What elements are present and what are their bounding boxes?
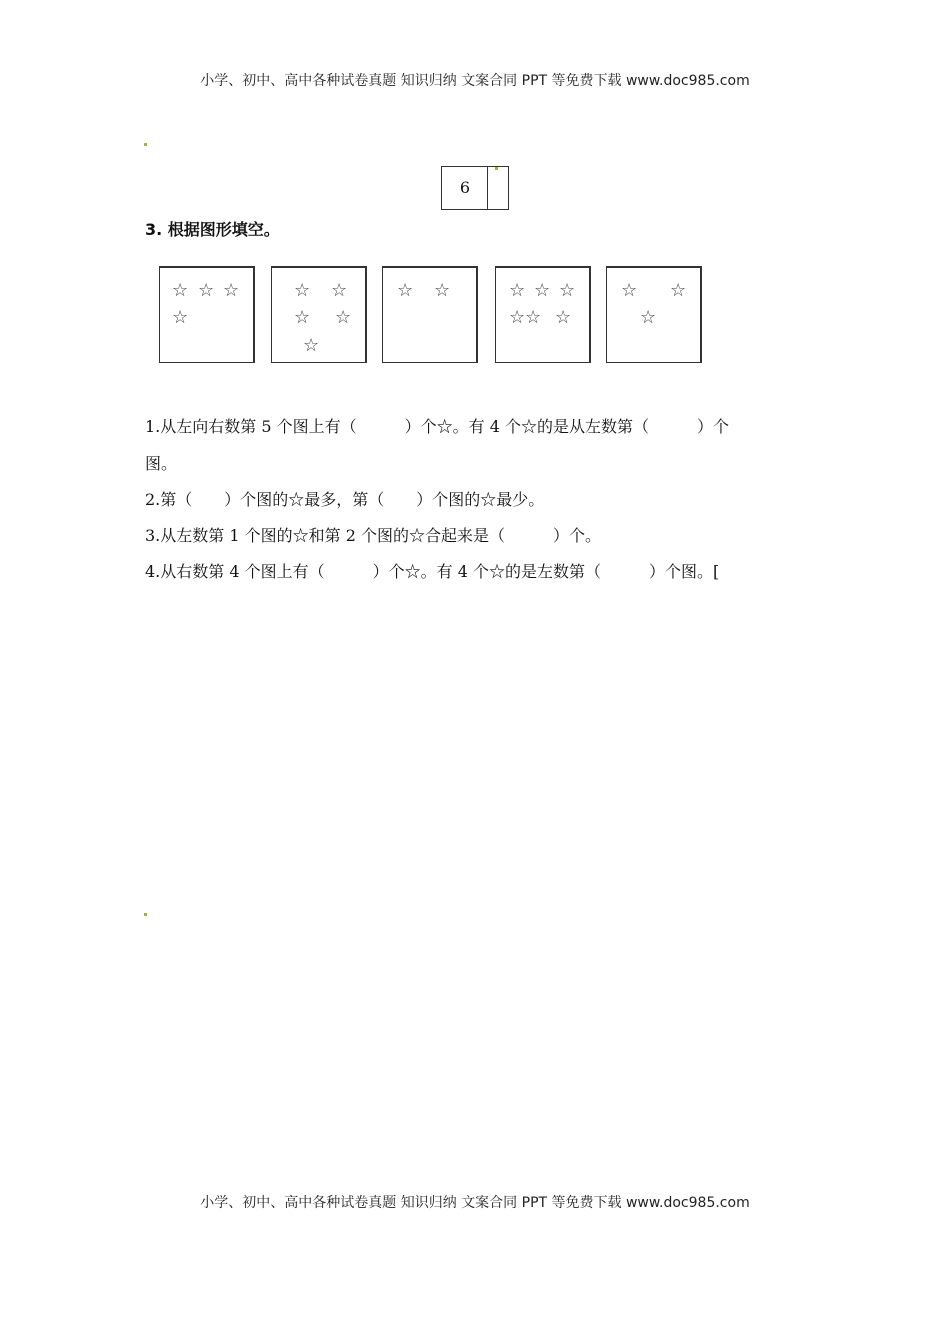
star-figure-4 (495, 266, 591, 363)
question-2: 2.第（ ）个图的☆最多，第（ ）个图的☆最少。 (145, 490, 545, 509)
star-icon: ☆ (640, 307, 657, 328)
star-icon: ☆ (525, 307, 542, 328)
star-icon: ☆ (303, 335, 320, 356)
marker-dot (144, 143, 147, 146)
question-1-line-2: 图。 (145, 454, 178, 473)
star-icon: ☆ (294, 307, 311, 328)
star-figure-3 (382, 266, 478, 363)
star-icon: ☆ (172, 307, 189, 328)
star-icon: ☆ (509, 307, 526, 328)
page-header: 小学、初中、高中各种试卷真题 知识归纳 文案合同 PPT 等免费下载 www.doc985.com (200, 73, 750, 89)
page-footer: 小学、初中、高中各种试卷真题 知识归纳 文案合同 PPT 等免费下载 www.doc985.com (200, 1195, 750, 1211)
question-3: 3.从左数第 1 个图的☆和第 2 个图的☆合起来是（ ）个。 (145, 526, 601, 545)
question-4: 4.从右数第 4 个图上有（ ）个☆。有 4 个☆的是左数第（ ）个图。[ (145, 562, 720, 581)
star-icon: ☆ (397, 280, 414, 301)
marker-dot (144, 913, 147, 916)
star-icon: ☆ (621, 280, 638, 301)
number-box: 6 (441, 166, 488, 210)
star-icon: ☆ (223, 280, 240, 301)
star-icon: ☆ (534, 280, 551, 301)
star-icon: ☆ (555, 307, 572, 328)
star-icon: ☆ (335, 307, 352, 328)
star-icon: ☆ (670, 280, 687, 301)
star-figure-1 (159, 266, 255, 363)
section-title: 3. 根据图形填空。 (145, 220, 280, 239)
star-icon: ☆ (434, 280, 451, 301)
star-icon: ☆ (198, 280, 215, 301)
star-icon: ☆ (294, 280, 311, 301)
star-icon: ☆ (509, 280, 526, 301)
star-icon: ☆ (331, 280, 348, 301)
star-icon: ☆ (559, 280, 576, 301)
star-figure-2 (271, 266, 367, 363)
empty-answer-box (487, 166, 509, 210)
question-1-line-1: 1.从左向右数第 5 个图上有（ ）个☆。有 4 个☆的是从左数第（ ）个 (145, 417, 729, 436)
star-figure-5 (606, 266, 702, 363)
star-icon: ☆ (172, 280, 189, 301)
